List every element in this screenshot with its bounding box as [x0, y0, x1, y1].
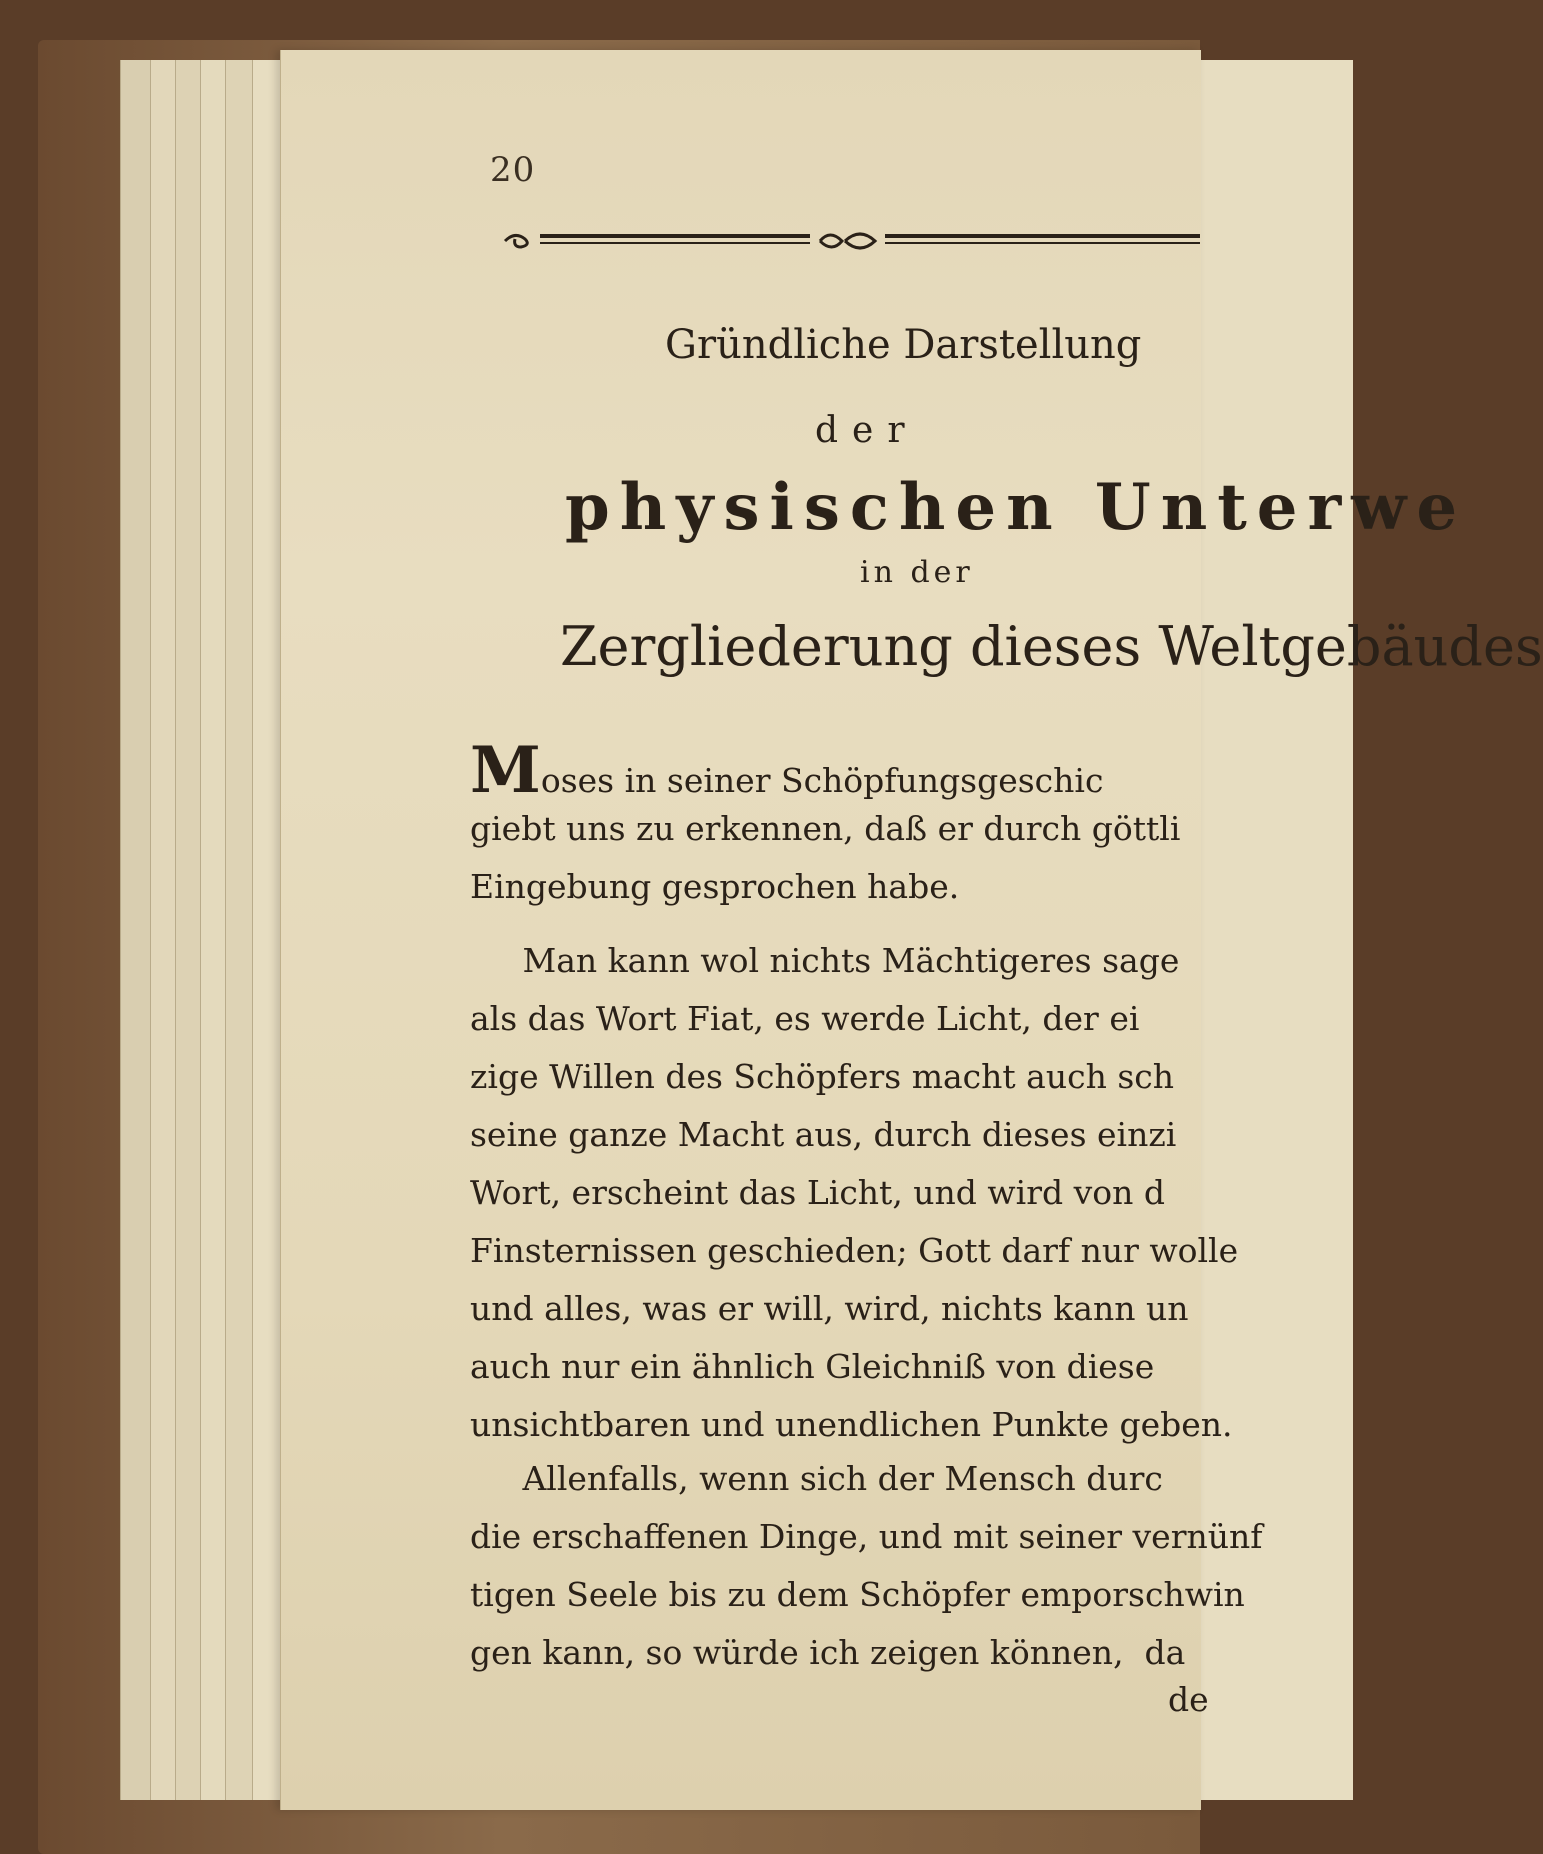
title-line: Zergliederung dieses Weltgebäudes [560, 615, 1543, 678]
text-line: Finsternissen geschieden; Gott darf nur wolle [470, 1231, 1239, 1270]
text-line: die erschaffenen Dinge, und mit seiner vernünf [470, 1517, 1263, 1556]
text-line: zige Willen des Schöpfers macht auch sch [470, 1057, 1174, 1096]
text-line: und alles, was er will, wird, nichts kann un [470, 1289, 1189, 1328]
drop-cap: M [470, 733, 541, 808]
text-line: auch nur ein ähnlich Gleichniß von diese [470, 1347, 1155, 1386]
title-line: Gründliche Darstellung [665, 322, 1142, 368]
text-line: gen kann, so würde ich zeigen können, da [470, 1633, 1186, 1672]
text-line: seine ganze Macht aus, durch dieses einzi [470, 1115, 1177, 1154]
text-line: als das Wort Fiat, es werde Licht, der ei [470, 999, 1140, 1038]
title-line: in der [860, 555, 974, 590]
ornament-divider-icon [500, 226, 1200, 256]
text-line: unsichtbaren und unendlichen Punkte geben. [470, 1405, 1233, 1444]
title-line: der [815, 410, 919, 451]
paragraph [470, 932, 1239, 1454]
text-line: Wort, erscheint das Licht, und wird von d [470, 1173, 1165, 1212]
title-heading: physischen Unterwe [565, 470, 1468, 545]
text-line: Man kann wol nichts Mächtigeres sage [470, 941, 1180, 980]
text-line: Moses in seiner Schöpfungsgeschic [470, 733, 1104, 808]
paragraph [470, 1450, 1263, 1682]
text-line: Eingebung gesprochen habe. [470, 867, 960, 906]
page-number: 20 [490, 150, 536, 190]
text-line: Allenfalls, wenn sich der Mensch durc [470, 1459, 1163, 1498]
text-line: giebt uns zu erkennen, daß er durch göttli [470, 809, 1181, 848]
text-line: tigen Seele bis zu dem Schöpfer emporschwin [470, 1575, 1245, 1614]
catchword: de [1168, 1680, 1209, 1719]
paragraph [470, 733, 1230, 916]
